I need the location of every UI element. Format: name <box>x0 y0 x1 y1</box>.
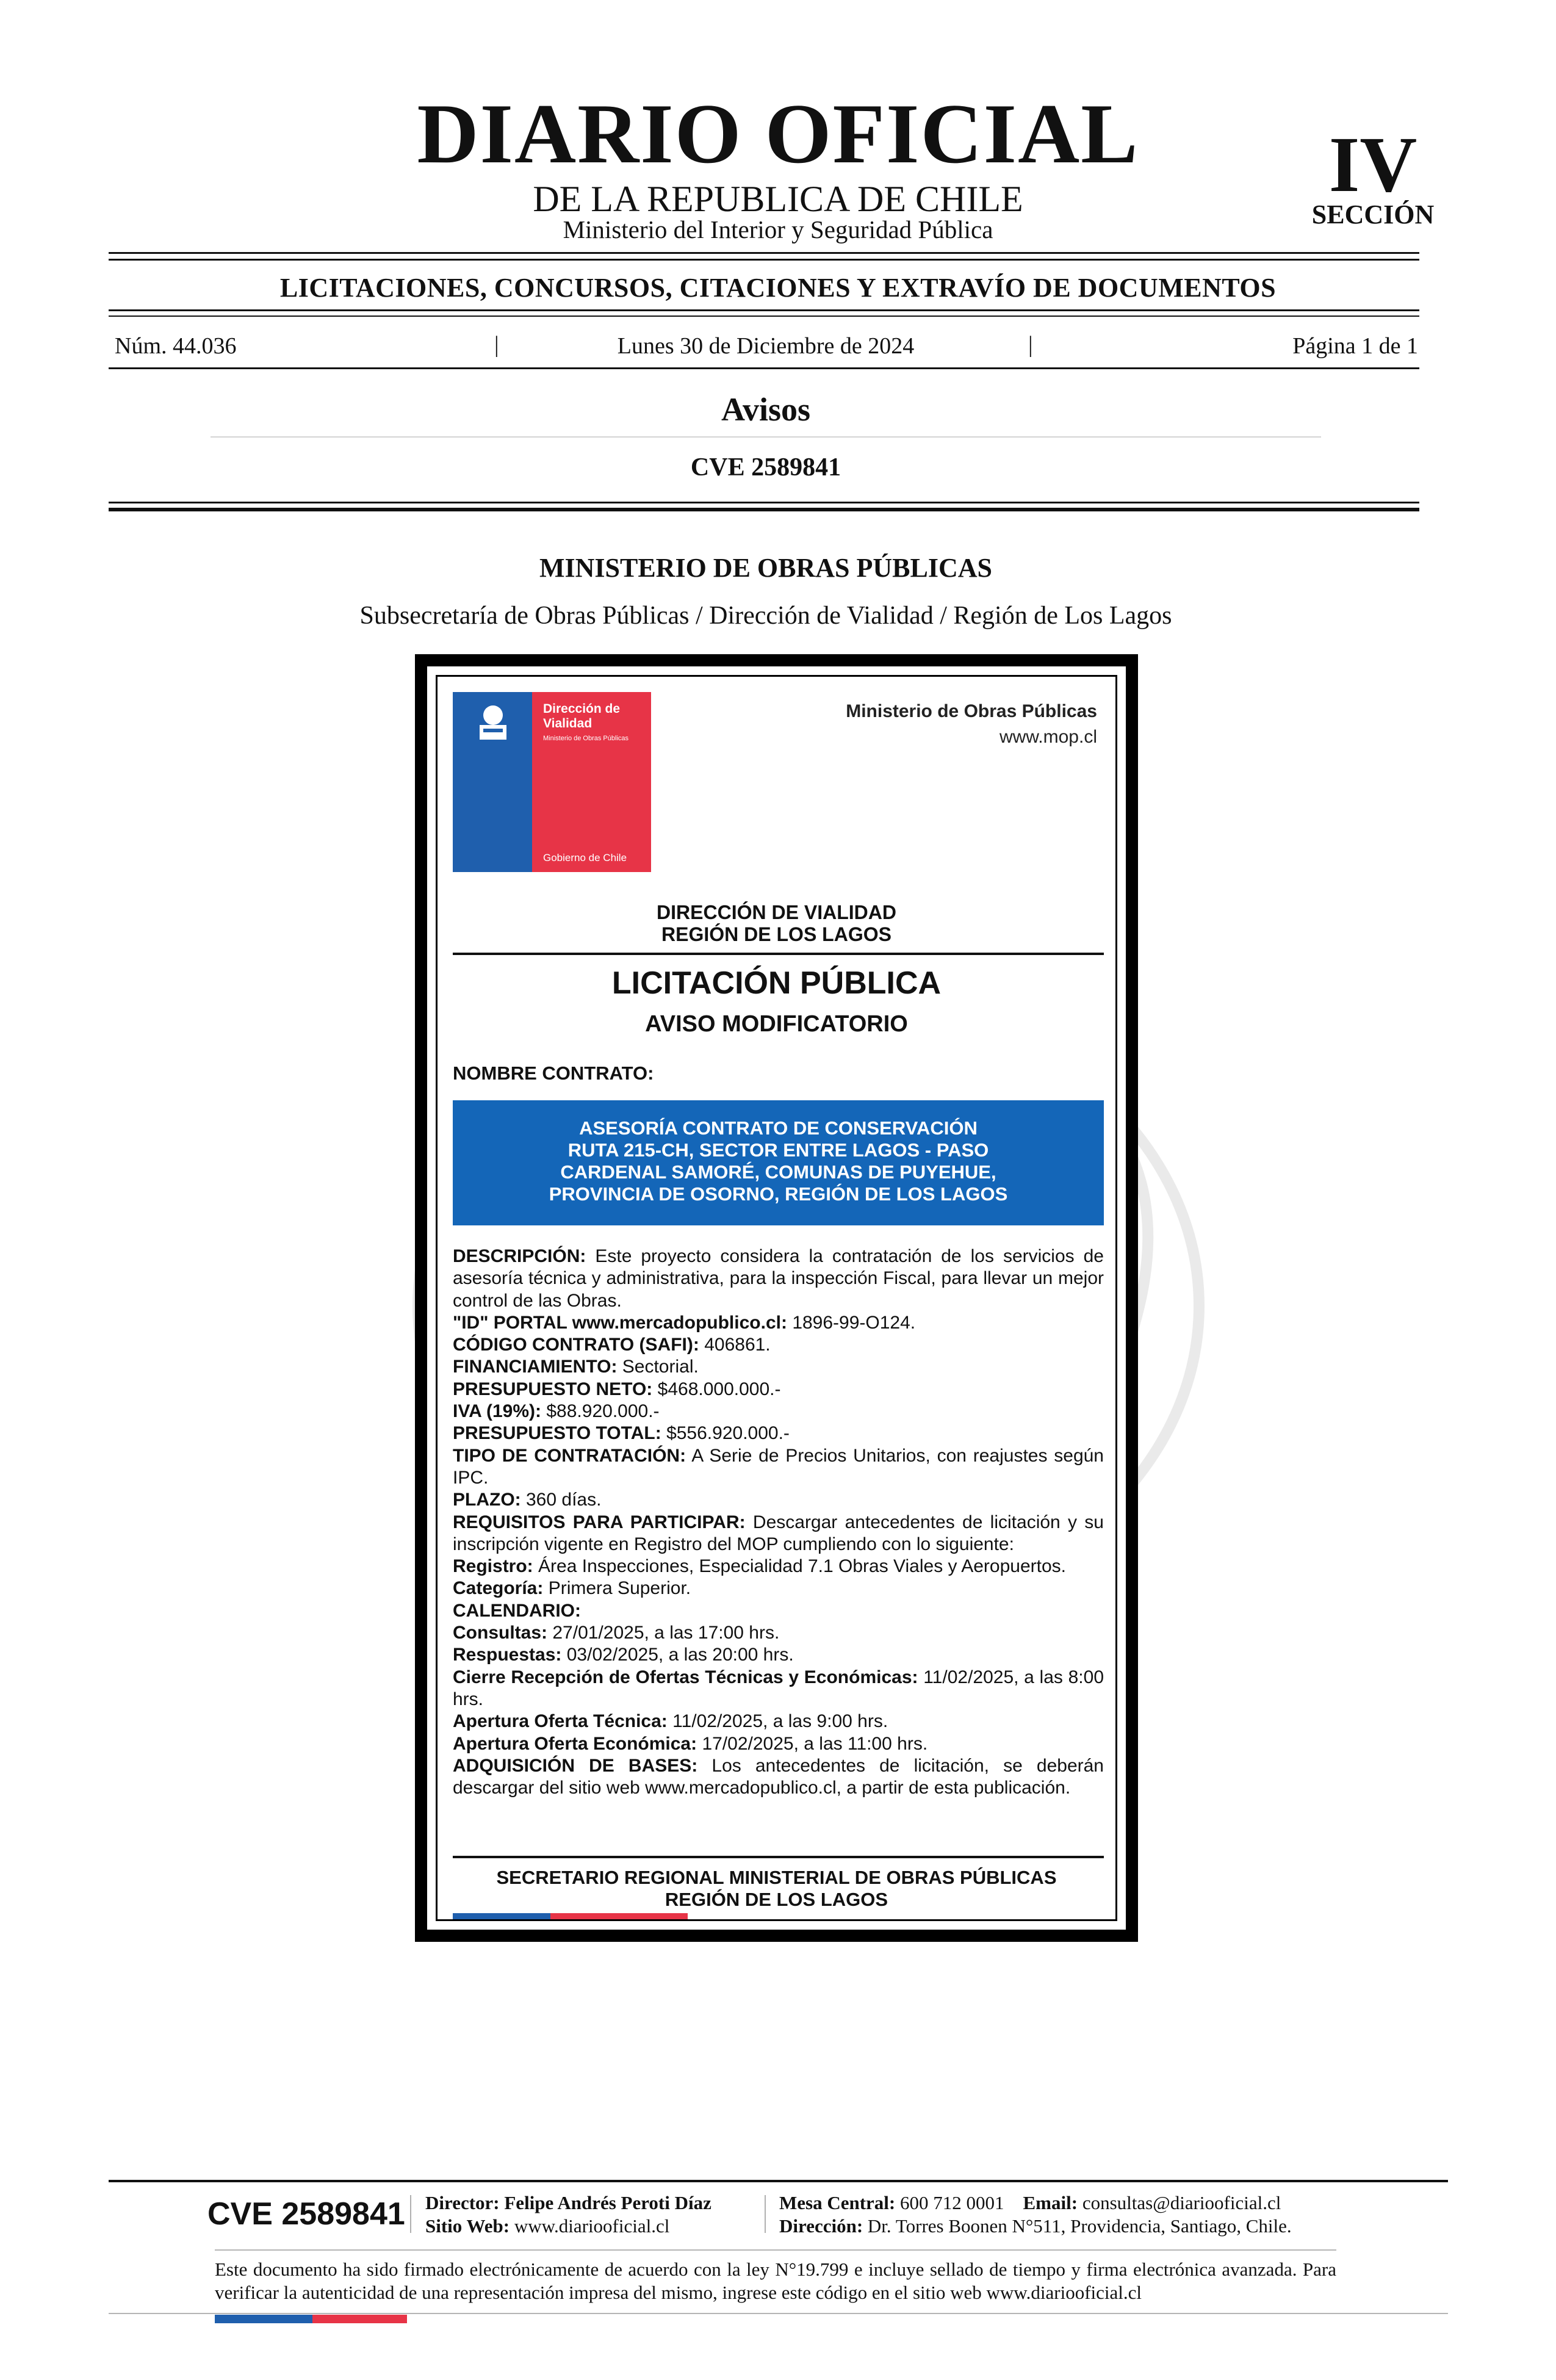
notice-content <box>436 675 1117 1921</box>
issue-rule <box>109 367 1419 369</box>
field-registro <box>453 1556 1104 1578</box>
newspaper-subtitle: DE LA REPUBLICA DE CHILE <box>533 179 1023 219</box>
footer-legal-note: Este documento ha sido firmado electrónicamente de acuerdo con la ley N°19.799 e incluye sellado de tiempo y firma electrónica avanzada. Para verificar la autenticidad de una representación impresa del mismo, ingrese este código en el sitio web www.diariooficial.cl <box>215 2259 1336 2303</box>
directorate-name: DIRECCIÓN DE VIALIDAD <box>657 901 896 923</box>
field-cierre <box>453 1667 1104 1711</box>
contract-name-box <box>453 1100 1104 1225</box>
field-value: $468.000.000.- <box>657 1379 781 1399</box>
issue-separator: | <box>494 332 499 358</box>
section-label: SECCIÓN <box>1311 200 1435 229</box>
footer-value: Felipe Andrés Peroti Díaz <box>504 2192 711 2213</box>
footer-flag-stripe-red <box>312 2315 407 2323</box>
field-value: 1896-99-O124. <box>792 1312 916 1333</box>
field-respuestas <box>453 1644 1104 1666</box>
organization-subdivision: Subsecretaría de Obras Públicas / Dirección de Vialidad / Región de Los Lagos <box>359 602 1172 630</box>
footer-website-link[interactable]: www.diariooficial.cl <box>514 2215 670 2237</box>
footer-contact <box>779 2192 1281 2214</box>
field-label: Apertura Oferta Económica: <box>453 1733 697 1754</box>
field-value: 11/02/2025, a las 9:00 hrs. <box>672 1711 888 1732</box>
issue-separator: | <box>1028 332 1033 358</box>
field-value: Primera Superior. <box>548 1578 691 1599</box>
field-id-portal <box>453 1312 1104 1334</box>
footer-director <box>425 2192 711 2214</box>
field-apertura-tecnica <box>453 1711 1104 1733</box>
flag-stripe-blue <box>453 1913 550 1921</box>
footer-divider <box>765 2195 766 2233</box>
footer-divider <box>410 2195 411 2233</box>
footer-address <box>779 2215 1292 2237</box>
footer-label: Email: <box>1023 2192 1078 2213</box>
footer-value: Dr. Torres Boonen N°511, Providencia, Santiago, Chile. <box>867 2215 1292 2237</box>
contract-name-line: RUTA 215-CH, SECTOR ENTRE LAGOS - PASO <box>567 1139 989 1161</box>
heading-rule-2 <box>109 316 1419 317</box>
footer-rule <box>109 2313 1448 2314</box>
field-label: ADQUISICIÓN DE BASES: <box>453 1755 698 1776</box>
footer-phone: 600 712 0001 <box>900 2192 1004 2213</box>
field-apertura-economica <box>453 1733 1104 1755</box>
mop-website: www.mop.cl <box>999 727 1097 747</box>
footer-label: Mesa Central: <box>779 2192 896 2213</box>
footer-website <box>425 2215 669 2237</box>
field-label: Cierre Recepción de Ofertas Técnicas y Económicas: <box>453 1667 918 1687</box>
field-adquisicion <box>453 1755 1104 1800</box>
header-rule-top-2 <box>109 259 1419 261</box>
issue-date: Lunes 30 de Diciembre de 2024 <box>617 333 915 359</box>
notice-frame <box>415 654 1138 1942</box>
field-label: "ID" PORTAL www.mercadopublico.cl: <box>453 1312 787 1333</box>
field-value: Descargar antecedentes de licitación y su inscripción vigente en Registro del MOP cumpliendo con lo siguiente: <box>453 1512 1104 1554</box>
field-iva <box>453 1401 1104 1423</box>
field-value: Sectorial. <box>622 1357 699 1377</box>
field-label: Apertura Oferta Técnica: <box>453 1711 668 1732</box>
field-label: CALENDARIO: <box>453 1600 581 1621</box>
logo-text: Dirección de <box>543 702 621 716</box>
newspaper-ministry: Ministerio del Interior y Seguridad Pública <box>563 215 993 243</box>
field-value: Los antecedentes de licitación, se deberán descargar del sitio web www.mercadopublico.cl, a partir de esta publicación. <box>453 1755 1104 1798</box>
footer-rule <box>215 2249 1336 2251</box>
field-label: PRESUPUESTO TOTAL: <box>453 1423 661 1444</box>
field-label: PRESUPUESTO NETO: <box>453 1379 653 1399</box>
avisos-heading: Avisos <box>721 391 811 428</box>
field-label: Registro: <box>453 1556 533 1577</box>
section-number: IV <box>1328 121 1417 209</box>
avisos-divider <box>211 436 1321 438</box>
footer-email-link[interactable]: consultas@diariooficial.cl <box>1082 2192 1281 2213</box>
footer-label: Director: <box>425 2192 500 2213</box>
newspaper-title: DIARIO OFICIAL <box>417 87 1139 181</box>
field-value: 11/02/2025, a las 8:00 hrs. <box>453 1667 1104 1709</box>
field-label: DESCRIPCIÓN: <box>453 1246 586 1266</box>
field-presupuesto-neto <box>453 1379 1104 1401</box>
notice-divider <box>453 953 1104 955</box>
field-consultas <box>453 1622 1104 1644</box>
field-value: Área Inspecciones, Especialidad 7.1 Obras Viales y Aeropuertos. <box>538 1556 1066 1577</box>
signer-region: REGIÓN DE LOS LAGOS <box>665 1889 888 1910</box>
field-financiamiento <box>453 1356 1104 1378</box>
header-rule-top <box>109 252 1419 254</box>
field-value: 17/02/2025, a las 11:00 hrs. <box>702 1733 928 1754</box>
field-descripcion <box>453 1246 1104 1312</box>
signer-title: SECRETARIO REGIONAL MINISTERIAL DE OBRAS PÚBLICAS <box>496 1867 1057 1888</box>
field-value: 03/02/2025, a las 20:00 hrs. <box>566 1645 794 1665</box>
field-value: 360 días. <box>526 1490 602 1510</box>
organization-ministry: MINISTERIO DE OBRAS PÚBLICAS <box>539 553 993 583</box>
contract-name-line: ASESORÍA CONTRATO DE CONSERVACIÓN <box>579 1117 978 1139</box>
footer-cve-code: CVE 2589841 <box>207 2196 405 2232</box>
logo-text: Vialidad <box>543 716 593 730</box>
notice-details <box>453 1246 1104 1799</box>
footer-rule <box>109 2180 1448 2182</box>
mop-name: Ministerio de Obras Públicas <box>846 701 1097 721</box>
field-label: Respuestas: <box>453 1645 562 1665</box>
logo-subtext: Ministerio de Obras Públicas <box>543 735 629 742</box>
footer-flag-stripe-blue <box>215 2315 312 2323</box>
field-label: FINANCIAMIENTO: <box>453 1357 618 1377</box>
chile-crest-icon <box>469 698 517 747</box>
field-categoria <box>453 1578 1104 1599</box>
issue-number: Núm. 44.036 <box>115 333 237 359</box>
section-heading: LICITACIONES, CONCURSOS, CITACIONES Y EXTRAVÍO DE DOCUMENTOS <box>279 273 1277 303</box>
field-tipo <box>453 1445 1104 1490</box>
field-label: Consultas: <box>453 1623 548 1643</box>
field-codigo <box>453 1334 1104 1356</box>
cve-code: CVE 2589841 <box>690 453 841 481</box>
flag-stripe-red <box>550 1913 688 1921</box>
field-calendario <box>453 1600 1104 1622</box>
field-label: CÓDIGO CONTRATO (SAFI): <box>453 1335 699 1355</box>
field-label: TIPO DE CONTRATACIÓN: <box>453 1445 686 1466</box>
contract-label: NOMBRE CONTRATO: <box>453 1062 654 1084</box>
footer-label: Sitio Web: <box>425 2215 510 2237</box>
field-presupuesto-total <box>453 1423 1104 1444</box>
field-label: IVA (19%): <box>453 1401 542 1422</box>
field-value: 406861. <box>704 1335 771 1355</box>
footer-label: Dirección: <box>779 2215 863 2237</box>
notice-divider <box>453 1856 1104 1858</box>
field-value: $88.920.000.- <box>546 1401 660 1422</box>
field-value: 27/01/2025, a las 17:00 hrs. <box>552 1623 780 1643</box>
heading-rule <box>109 309 1419 311</box>
field-label: PLAZO: <box>453 1490 521 1510</box>
directorate-region: REGIÓN DE LOS LAGOS <box>661 923 891 945</box>
vialidad-logo <box>453 692 651 872</box>
logo-footer-text: Gobierno de Chile <box>543 852 627 864</box>
field-requisitos <box>453 1512 1104 1556</box>
field-label: REQUISITOS PARA PARTICIPAR: <box>453 1512 746 1532</box>
contract-name-line: CARDENAL SAMORÉ, COMUNAS DE PUYEHUE, <box>560 1161 996 1183</box>
issue-page: Página 1 de 1 <box>1292 333 1418 359</box>
field-value: A Serie de Precios Unitarios, con reajustes según IPC. <box>453 1445 1104 1488</box>
cve-rule <box>109 502 1419 503</box>
field-value: Este proyecto considera la contratación de los servicios de asesoría técnica y administrativa, para la inspección Fiscal, para llevar un mejor control de las Obras. <box>453 1246 1104 1311</box>
field-value: $556.920.000.- <box>666 1423 790 1444</box>
cve-rule-thick <box>109 508 1419 511</box>
field-label: Categoría: <box>453 1578 544 1599</box>
field-plazo <box>453 1489 1104 1511</box>
contract-name-line: PROVINCIA DE OSORNO, REGIÓN DE LOS LAGOS <box>549 1183 1008 1205</box>
notice-subtitle: AVISO MODIFICATORIO <box>645 1011 908 1037</box>
notice-title: LICITACIÓN PÚBLICA <box>611 965 942 1001</box>
